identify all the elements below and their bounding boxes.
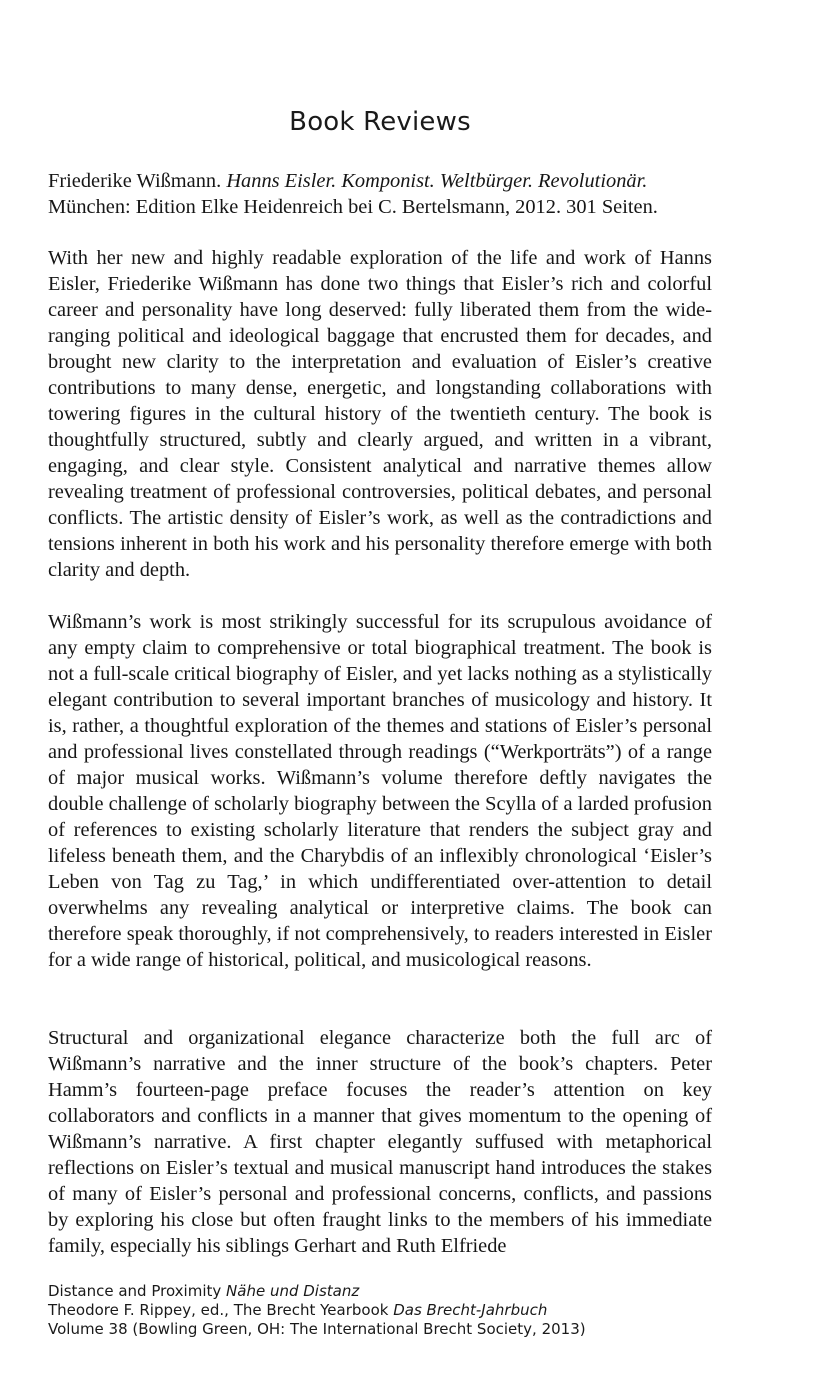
page-footer: [48, 1282, 748, 1339]
footer-editor: Theodore F. Rippey, ed., The Brecht Yearbook: [48, 1301, 394, 1319]
citation-book-title: Hanns Eisler. Komponist. Weltbürger. Revolutionär.: [226, 170, 648, 192]
footer-yearbook-german: Das Brecht-Jahrbuch: [393, 1301, 548, 1319]
citation-publication: München: Edition Elke Heidenreich bei C. Bertelsmann, 2012. 301 Seiten.: [48, 196, 658, 218]
review-paragraph-2: Wißmann’s work is most strikingly successful for its scrupulous avoidance of any empty claim to comprehensive or total biographical treatment. The book is not a full-scale critical biography of Eisler, and yet lacks nothing as a stylistically elegant contribution to several important branches of musicology and history. It is, rather, a thoughtful exploration of the themes and stations of Eisler’s personal and professional lives constellated through readings (“Werkporträts”) of a range of major musical works. Wißmann’s volume therefore deftly navigates the double challenge of scholarly biography between the Scylla of a larded profusion of references to existing scholarly literature that renders the subject gray and lifeless beneath them, and the Charybdis of an inflexibly chronological ‘Eisler’s Leben von Tag zu Tag,’ in which undifferentiated over-attention to detail overwhelms any revealing analytical or interpretive claims. The book can therefore speak thoroughly, if not comprehensively, to readers interested in Eisler for a wide range of historical, political, and musicological reasons.: [48, 611, 712, 971]
review-paragraph-3: Structural and organizational elegance characterize both the full arc of Wißmann’s narrative and the inner structure of the book’s chapters. Peter Hamm’s fourteen-page preface focuses the reader’s attention on key collaborators and conflicts in a manner that gives momentum to the opening of Wißmann’s narrative. A first chapter elegantly suffused with metaphorical reflections on Eisler’s textual and musical manuscript hand introduces the stakes of many of Eisler’s personal and professional concerns, conflicts, and passions by exploring his close but often fraught links to the members of his immediate family, especially his siblings Gerhart and Ruth Elfriede: [48, 1027, 712, 1257]
footer-line-3: Volume 38 (Bowling Green, OH: The International Brecht Society, 2013): [48, 1320, 586, 1338]
citation-author: Friederike Wißmann.: [48, 170, 222, 192]
footer-line-2: [48, 1301, 748, 1320]
footer-line-1: [48, 1282, 748, 1301]
footer-volume-title: Distance and Proximity: [48, 1282, 227, 1300]
page-title: Book Reviews: [289, 107, 471, 137]
book-citation: [48, 168, 712, 220]
review-paragraph-1: With her new and highly readable exploration of the life and work of Hanns Eisler, Friederike Wißmann has done two things that Eisler’s rich and colorful career and personality have long deserved: fully liberated them from the wide-ranging political and ideological baggage that encrusted them for decades, and brought new clarity to the interpretation and evaluation of Eisler’s creative contributions to many dense, energetic, and longstanding collaborations with towering figures in the cultural history of the twentieth century. The book is thoughtfully structured, subtly and clearly argued, and written in a vibrant, engaging, and clear style. Consistent analytical and narrative themes allow revealing treatment of professional controversies, political debates, and personal conflicts. The artistic density of Eisler’s work, as well as the contradictions and tensions inherent in both his work and his personality therefore emerge with both clarity and depth.: [48, 247, 712, 581]
footer-volume-title-german: Nähe und Distanz: [226, 1282, 360, 1300]
